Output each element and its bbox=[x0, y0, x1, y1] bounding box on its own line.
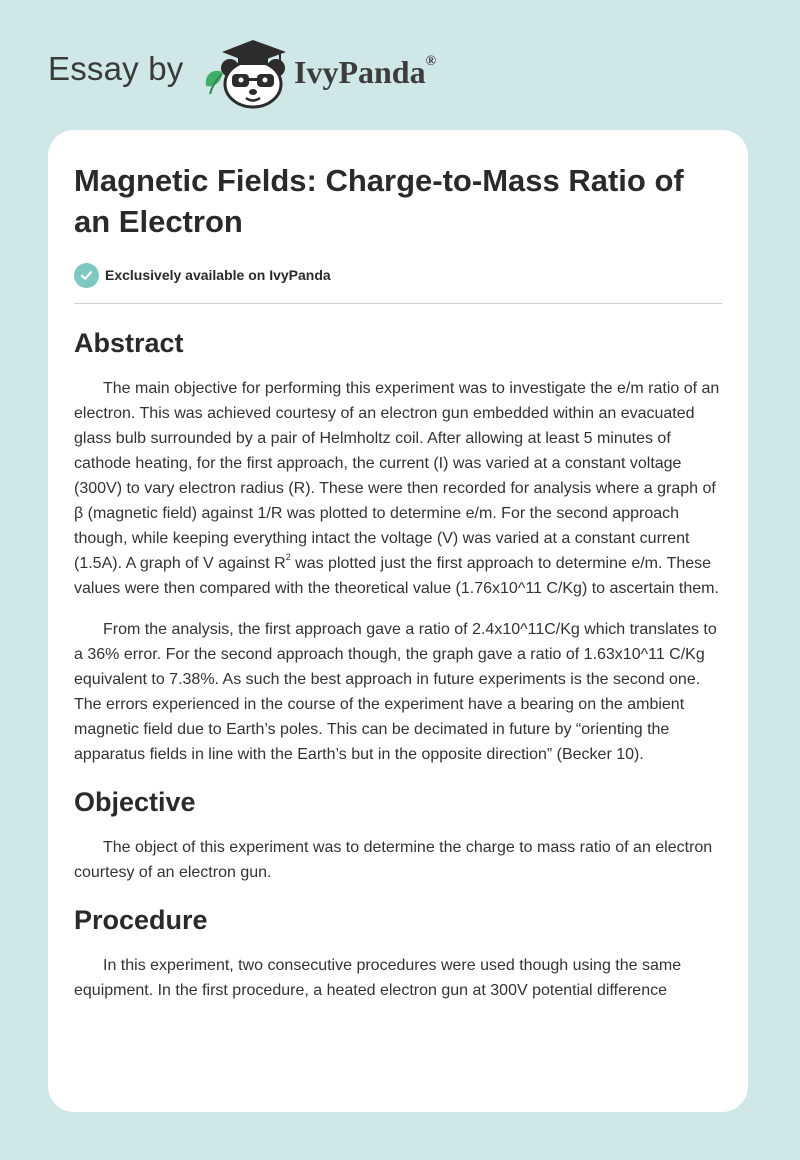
page-title: Magnetic Fields: Charge-to-Mass Ratio of an Electron bbox=[74, 163, 684, 239]
panda-logo-icon[interactable] bbox=[200, 34, 296, 110]
superscript-2: 2 bbox=[285, 551, 291, 562]
section-heading-procedure: Procedure bbox=[74, 905, 208, 935]
registered-mark: ® bbox=[425, 54, 437, 70]
section-heading-objective: Objective bbox=[74, 787, 196, 817]
essay-content bbox=[74, 160, 722, 1003]
brand-name[interactable]: IvyPanda® bbox=[294, 54, 437, 90]
brand-header bbox=[48, 34, 468, 110]
section-heading-abstract: Abstract bbox=[74, 328, 184, 358]
check-icon bbox=[74, 263, 99, 288]
title-divider bbox=[74, 303, 722, 304]
badge-label: Exclusively available on IvyPanda bbox=[105, 267, 331, 283]
brand-prefix: Essay by bbox=[48, 50, 184, 87]
abstract-paragraph-1: The main objective for performing this experiment was to investigate the e/m ratio of an electron. This was achieved courtesy of an electron gun embedded within an evacuated glass bulb surrounded by a pair of Helmholtz coil. After allowing at least 5 minutes of cathode heating, for the first approach, the current (I) was varied at a constant voltage (300V) to vary electron radius (R). These were then recorded for analysis where a graph of β (magnetic field) against 1/R was plotted to determine e/m. For the second approach though, while keeping everything intact the voltage (V) was varied at a constant current (1.5A). A graph of V against $R^2$ was plotted just the first approach to determine e/m. These values were then compared with the theoretical value (1.76x10^11 C/Kg) to ascertain them. bbox=[74, 380, 720, 597]
procedure-paragraph-1: In this experiment, two consecutive procedures were used though using the same equipment. In the first procedure, a heated electron gun at 300V potential difference bbox=[74, 957, 682, 999]
essay-card bbox=[48, 130, 748, 1112]
objective-paragraph-1: The object of this experiment was to determine the charge to mass ratio of an electron courtesy of an electron gun. bbox=[74, 839, 713, 881]
exclusive-badge bbox=[74, 262, 722, 288]
abstract-paragraph-2: From the analysis, the first approach gave a ratio of 2.4x10^11C/Kg which translates to a 36% error. For the second approach though, the graph gave a ratio of 1.63x10^11 C/Kg equivalent to 7.38%. As such the best approach in future experiments is the second one. The errors experienced in the course of the experiment have a bearing on the ambient magnetic field due to Earth’s poles. This can be decimated in future by “orienting the apparatus fields in line with the Earth’s but in the opposite direction” (Becker 10). bbox=[74, 621, 717, 763]
